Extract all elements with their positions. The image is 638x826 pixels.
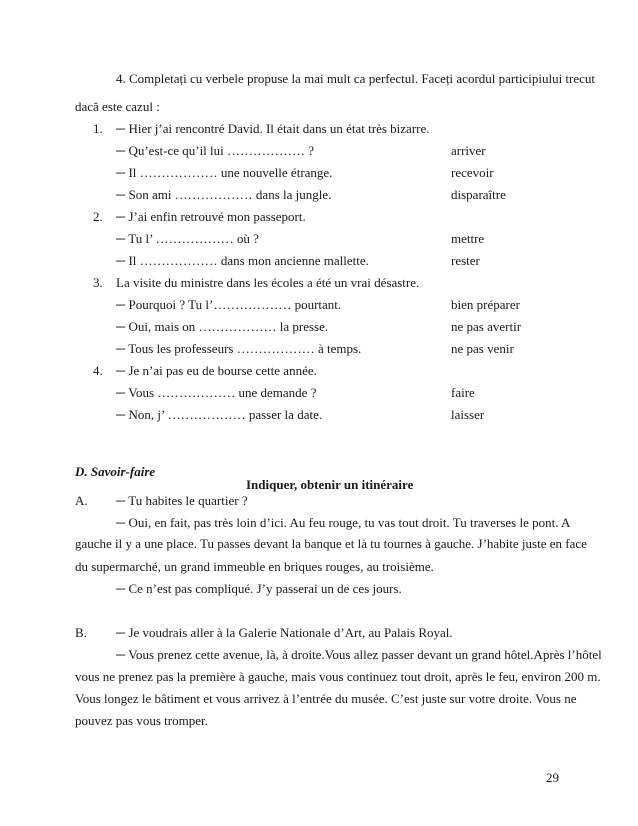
item-sentence: ─ Hier j’ai rencontré David. Il était dans un état très bizarre. — [116, 121, 430, 136]
dialogue-line: du supermarché, un grand immeuble en briques rouges, au troisième. — [75, 559, 434, 574]
verb-hint: disparaître — [451, 187, 506, 202]
item-number: 1. — [93, 121, 103, 136]
dialogue-line: ─ Ce n’est pas compliqué. J’y passerai un de ces jours. — [116, 581, 402, 596]
verb-hint: recevoir — [451, 165, 494, 180]
dialogue-line: vous ne prenez pas la première à gauche, mais vous continuez tout droit, après le feu, environ 200 m. — [75, 669, 601, 684]
exercise-instruction-line2: dacă este cazul : — [75, 99, 160, 114]
dialogue-label: A. — [75, 493, 88, 508]
exercise-line: ─ Vous ……………… une demande ? — [116, 385, 317, 400]
verb-hint: ne pas avertir — [451, 319, 522, 334]
exercise-line: ─ Tu l’ ……………… où ? — [116, 231, 259, 246]
item-number: 4. — [93, 363, 103, 378]
exercise-line: ─ Pourquoi ? Tu l’……………… pourtant. — [116, 297, 342, 312]
exercise-line: ─ Son ami ……………… dans la jungle. — [116, 187, 332, 202]
item-sentence: ─ J’ai enfin retrouvé mon passeport. — [116, 209, 306, 224]
verb-hint: bien préparer — [451, 297, 520, 312]
section-subtitle: Indiquer, obtenir un itinéraire — [246, 477, 414, 492]
item-number: 3. — [93, 275, 103, 290]
item-sentence: ─ Je n’ai pas eu de bourse cette année. — [116, 363, 317, 378]
verb-hint: mettre — [451, 231, 485, 246]
exercise-instruction-line1: 4. Completați cu verbele propuse la mai mult ca perfectul. Faceți acordul participiului trecut — [116, 71, 596, 86]
item-sentence: La visite du ministre dans les écoles a été un vrai désastre. — [116, 275, 420, 290]
verb-hint: laisser — [451, 407, 485, 422]
exercise-line: ─ Tous les professeurs ……………… à temps. — [116, 341, 362, 356]
exercise-line: ─ Il ……………… une nouvelle étrange. — [116, 165, 333, 180]
exercise-line: ─ Non, j’ ……………… passer la date. — [116, 407, 323, 422]
exercise-line: ─ Il ……………… dans mon ancienne mallette. — [116, 253, 369, 268]
verb-hint: arriver — [451, 143, 486, 158]
dialogue-line: ─ Je voudrais aller à la Galerie Nationale d’Art, au Palais Royal. — [116, 625, 453, 640]
dialogue-line: pouvez pas vous tromper. — [75, 713, 208, 728]
dialogue-line: Vous longez le bâtiment et vous arrivez à l’entrée du musée. C’est juste sur votre droite. Vous ne — [75, 691, 577, 706]
section-heading: D. Savoir-faire — [75, 464, 156, 479]
item-number: 2. — [93, 209, 103, 224]
exercise-line: ─ Qu’est-ce qu’il lui ……………… ? — [116, 143, 315, 158]
dialogue-line: ─ Tu habites le quartier ? — [116, 493, 248, 508]
dialogue-line: ─ Vous prenez cette avenue, là, à droite.Vous allez passer devant un grand hôtel.Après l’hôtel — [116, 647, 602, 662]
verb-hint: ne pas venir — [451, 341, 514, 356]
page-number: 29 — [546, 770, 559, 785]
dialogue-line: ─ Oui, en fait, pas très loin d’ici. Au feu rouge, tu vas tout droit. Tu traverses le pont. A — [116, 515, 571, 530]
exercise-line: ─ Oui, mais on ……………… la presse. — [116, 319, 329, 334]
verb-hint: faire — [451, 385, 475, 400]
verb-hint: rester — [451, 253, 480, 268]
dialogue-line: gauche il y a une place. Tu passes devant la banque et là tu tournes à gauche. J’habite juste en face — [75, 536, 587, 551]
dialogue-label: B. — [75, 625, 87, 640]
